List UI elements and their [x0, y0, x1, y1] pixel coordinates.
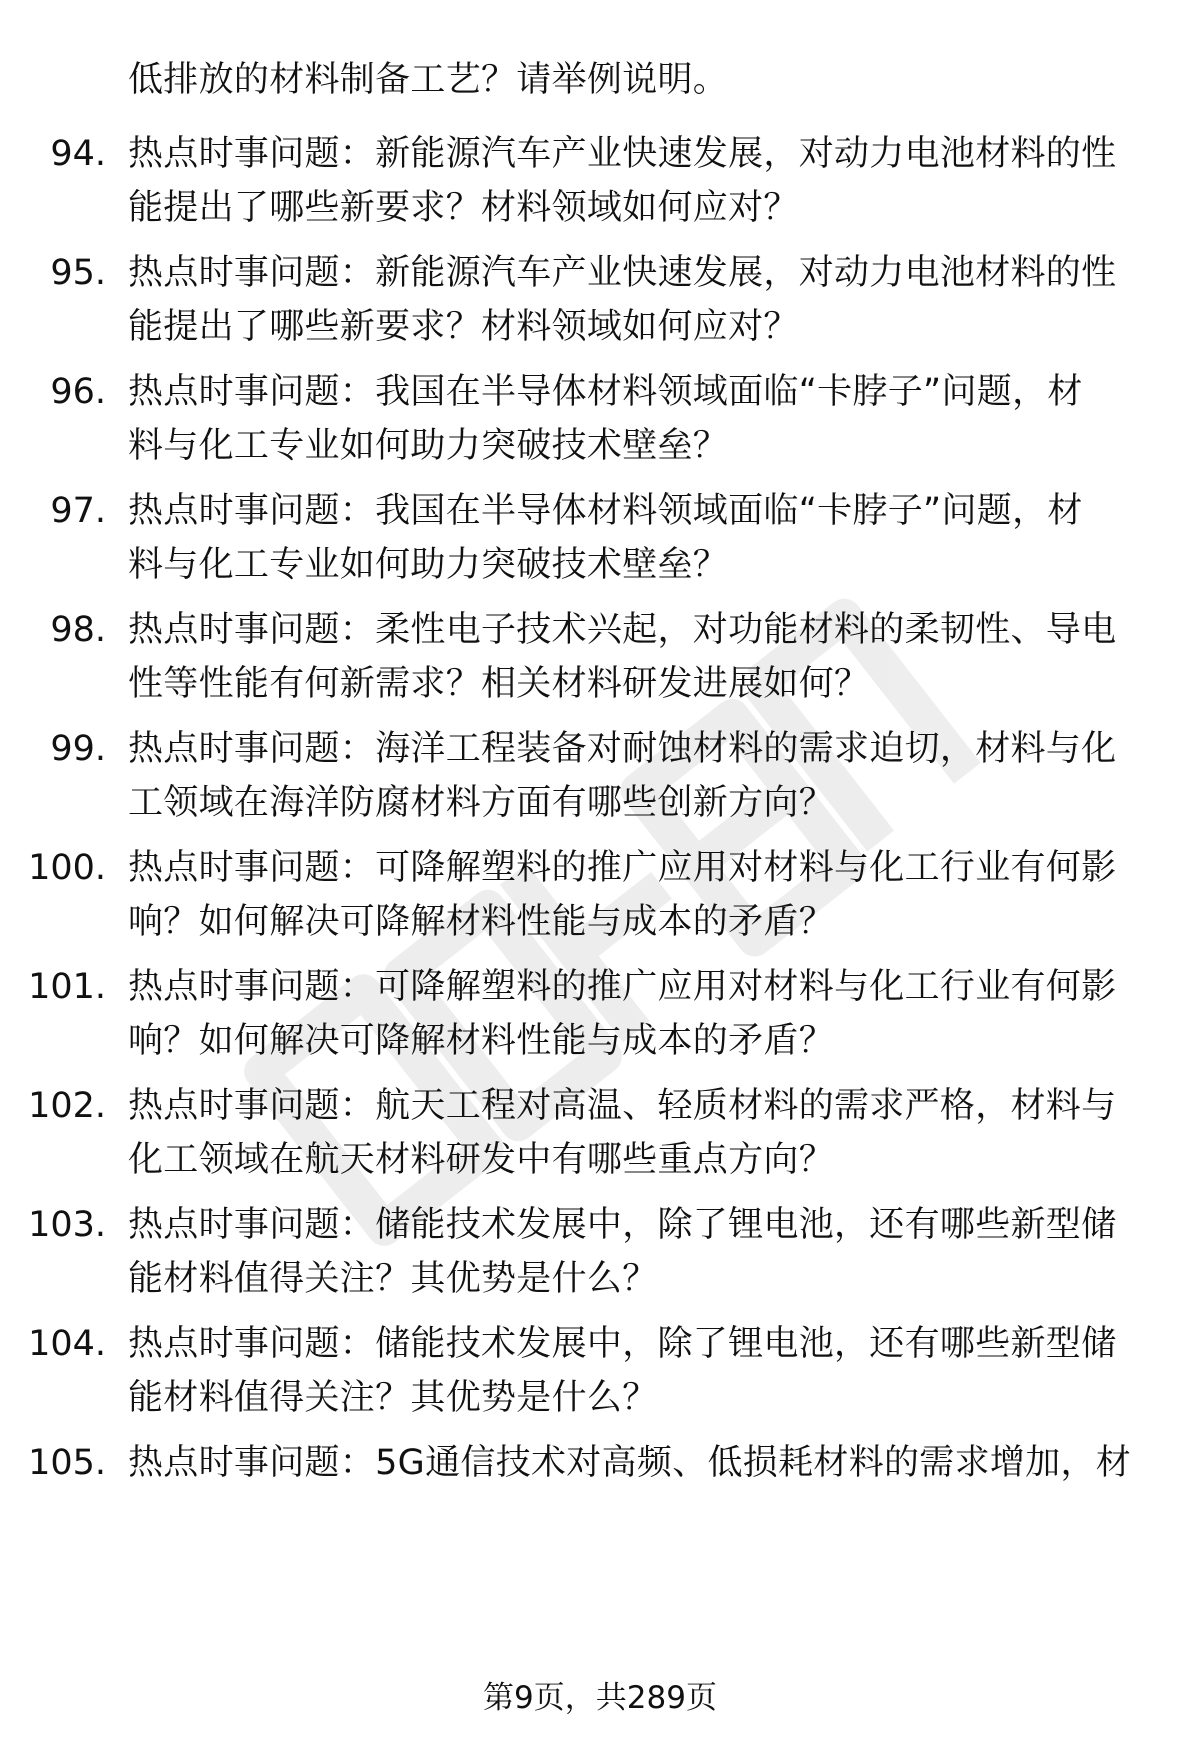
- question-text-line: 响？如何解决可降解材料性能与成本的矛盾？: [128, 902, 835, 942]
- question-number: 103.: [28, 1205, 106, 1245]
- list-item: [0, 963, 1200, 1073]
- question-text-line: 热点时事问题：5G通信技术对高频、低损耗材料的需求增加，材: [128, 1443, 1132, 1483]
- question-text-line: 能材料值得关注？其优势是什么？: [128, 1259, 658, 1299]
- question-number: 95.: [50, 253, 106, 293]
- question-text-line: 性等性能有何新需求？相关材料研发进展如何？: [128, 664, 870, 704]
- list-item: [0, 725, 1200, 835]
- question-text-line: 热点时事问题：航天工程对高温、轻质材料的需求严格，材料与: [128, 1086, 1117, 1126]
- question-number: 94.: [50, 134, 106, 174]
- question-number: 99.: [50, 729, 106, 769]
- question-text-line: 热点时事问题：可降解塑料的推广应用对材料与化工行业有何影: [128, 967, 1117, 1007]
- list-item: [0, 130, 1200, 240]
- question-text-line: 料与化工专业如何助力突破技术壁垒？: [128, 545, 729, 585]
- question-text-line: 工领域在海洋防腐材料方面有哪些创新方向？: [128, 783, 835, 823]
- question-text-line: 热点时事问题：可降解塑料的推广应用对材料与化工行业有何影: [128, 848, 1117, 888]
- question-text-line: 热点时事问题：海洋工程装备对耐蚀材料的需求迫切，材料与化: [128, 729, 1117, 769]
- list-item: [0, 487, 1200, 597]
- list-item: [0, 844, 1200, 954]
- list-item: [0, 1082, 1200, 1192]
- question-text-line: 能提出了哪些新要求？材料领域如何应对？: [128, 188, 799, 228]
- question-number: 100.: [28, 848, 106, 888]
- list-item: [0, 606, 1200, 716]
- question-text-line: 热点时事问题：新能源汽车产业快速发展，对动力电池材料的性: [128, 134, 1117, 174]
- question-text-line: 化工领域在航天材料研发中有哪些重点方向？: [128, 1140, 835, 1180]
- question-text-line: 能材料值得关注？其优势是什么？: [128, 1378, 658, 1418]
- list-item: [0, 249, 1200, 359]
- question-text-line: 热点时事问题：我国在半导体材料领域面临“卡脖子”问题，材: [128, 491, 1083, 531]
- question-text-line: 热点时事问题：柔性电子技术兴起，对功能材料的柔韧性、导电: [128, 610, 1117, 650]
- question-number: 97.: [50, 491, 106, 531]
- question-text-line: 热点时事问题：我国在半导体材料领域面临“卡脖子”问题，材: [128, 372, 1083, 412]
- question-text-line: 热点时事问题：储能技术发展中，除了锂电池，还有哪些新型储: [128, 1205, 1117, 1245]
- question-text-line: 热点时事问题：储能技术发展中，除了锂电池，还有哪些新型储: [128, 1324, 1117, 1364]
- question-text-line: 热点时事问题：新能源汽车产业快速发展，对动力电池材料的性: [128, 253, 1117, 293]
- question-text-line: 响？如何解决可降解材料性能与成本的矛盾？: [128, 1021, 835, 1061]
- question-number: 96.: [50, 372, 106, 412]
- page-footer: 第9页，共289页: [483, 1680, 717, 1716]
- list-item: [0, 1439, 1200, 1549]
- question-number: 102.: [28, 1086, 106, 1126]
- question-number: 98.: [50, 610, 106, 650]
- question-number: 104.: [28, 1324, 106, 1364]
- list-item: [0, 1320, 1200, 1430]
- list-item: [0, 368, 1200, 478]
- list-item: [0, 1201, 1200, 1311]
- question-number: 101.: [28, 967, 106, 1007]
- intro-line: 低排放的材料制备工艺？请举例说明。: [128, 60, 729, 100]
- question-number: 105.: [28, 1443, 106, 1483]
- question-text-line: 料与化工专业如何助力突破技术壁垒？: [128, 426, 729, 466]
- question-text-line: 能提出了哪些新要求？材料领域如何应对？: [128, 307, 799, 347]
